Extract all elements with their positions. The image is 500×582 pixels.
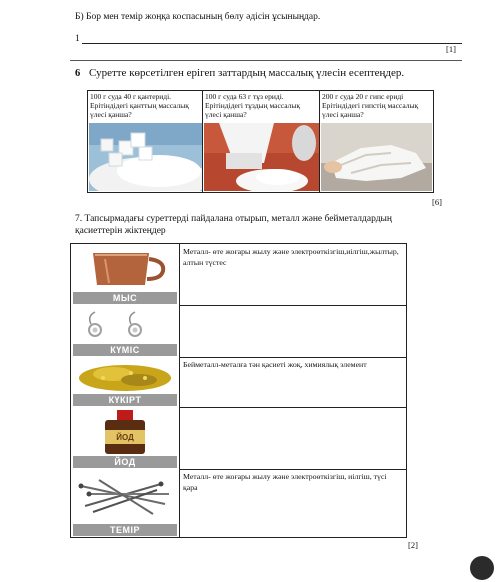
answer-line <box>82 43 462 44</box>
svg-text:ЙОД: ЙОД <box>116 433 134 442</box>
question-b-text: Б) Бор мен темір жоңқа коспасының бөлу әдісін ұсыныңдар. <box>75 12 321 22</box>
iron-description: Металл- өте жоғары жылу және электроөткізгіш, иілгіш, түсі қара <box>183 472 387 492</box>
question-b-marks: [1] <box>446 44 456 54</box>
sulfur-description-cell[interactable] <box>180 357 406 407</box>
question-6-header <box>75 67 404 79</box>
iodine-label: ЙОД <box>73 456 177 468</box>
question-7-text-line2: қасиеттерін жіктеңдер <box>75 226 166 236</box>
media-control-button[interactable] <box>470 556 494 580</box>
iron-description-cell[interactable] <box>180 469 406 537</box>
iron-label: ТЕМІР <box>73 524 177 536</box>
question-7-marks: [2] <box>408 540 418 550</box>
gypsum-cell <box>320 91 433 192</box>
gypsum-text: 200 г суда 20 г гипс ериді Ерітіндідегі гипстің массалық үлесі қанша? <box>322 92 419 119</box>
copper-description-cell[interactable] <box>180 244 406 305</box>
iron-nails-icon <box>73 470 177 523</box>
silver-earrings-icon <box>73 306 177 343</box>
table-row <box>71 244 406 306</box>
question-6-marks: [6] <box>432 197 442 207</box>
sulfur-granules-icon <box>73 358 177 393</box>
sulfur-description: Бейметалл-металға тән қасиеті жоқ, химиялық элемент <box>183 360 367 369</box>
copper-description: Металл- өте жоғары жылу және электроөткізгіш,иілгіш,жылтыр, алтын түстес <box>183 247 399 267</box>
copper-image-cell <box>71 244 180 305</box>
solubility-table <box>87 90 434 193</box>
sugar-text: 100 г суда 40 г қантериді. Ерітіндідегі қанттың массалық үлесі қанша? <box>90 92 189 119</box>
answer-number: 1 <box>75 34 80 44</box>
iodine-image-cell <box>71 407 180 469</box>
silver-image-cell <box>71 305 180 357</box>
silver-description <box>180 305 406 309</box>
table-row <box>71 357 406 408</box>
copper-label: МЫС <box>73 292 177 304</box>
table-row <box>71 407 406 470</box>
question-6-number: 6 <box>75 68 81 79</box>
metals-table <box>70 243 407 538</box>
question-7-text-line1: 7. Тапсырмадағы суреттерді пайдалана отырып, металл және бейметалдардың <box>75 214 393 224</box>
iodine-description <box>180 407 406 411</box>
iodine-description-cell[interactable] <box>180 407 406 469</box>
divider <box>70 60 462 61</box>
salt-cell <box>203 91 320 192</box>
salt-text: 100 г суда 63 г тұз ериді. Ерітіндідегі тұздың массалық үлесі қанша? <box>205 92 301 119</box>
iodine-bottle-icon <box>73 408 177 455</box>
gypsum-image <box>321 123 432 191</box>
sugar-cell <box>88 91 203 192</box>
table-row <box>71 469 406 537</box>
sugar-image <box>89 123 202 191</box>
salt-image <box>204 123 319 191</box>
question-6-text: Суретте көрсетілген ерігеп заттардың массалық үлесін есептеңдер. <box>89 67 405 79</box>
silver-label: КҮМІС <box>73 344 177 356</box>
silver-description-cell[interactable] <box>180 305 406 357</box>
sulfur-label: КҮКІРТ <box>73 394 177 406</box>
sulfur-image-cell <box>71 357 180 407</box>
table-row <box>71 305 406 358</box>
iron-image-cell <box>71 469 180 537</box>
copper-mug-icon <box>73 245 177 291</box>
